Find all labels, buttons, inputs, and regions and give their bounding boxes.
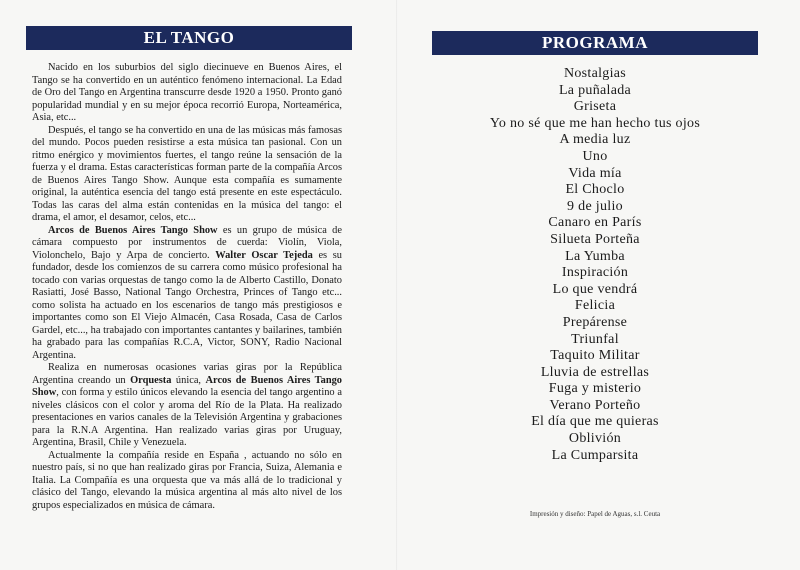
program-item: Oblivión	[568, 431, 622, 447]
paragraph-text: es su fundador, desde los comienzos de su carrera como músico profesional ha tocado con varias orquestas de tango como la de Alberto Castillo, Donato Rasiatti, José Basso, National Tango Orchestra, Princes of Tango etc... como solista ha actuado en los escenarios de tango más prestigiosos e importantes como son El Viejo Almacén, Casa Rosada, Casa de Carlos Gardel, etc..., ha trabajado con importantes cantantes y bailarines, también ha grabado para las compañías R.C.A, Victor, SONY, Radio Nacional Argentina.	[32, 249, 342, 361]
program-item: La puñalada	[558, 82, 632, 98]
paragraph-text: Realiza en numerosas ocasiones varias giras por la República Argentina creando un	[32, 362, 342, 386]
tango-description-text	[32, 62, 342, 512]
program-item: Felicia	[574, 298, 616, 314]
paragraph	[32, 225, 342, 363]
program-item: Lo que vendrá	[552, 281, 638, 297]
program-item: El Choclo	[565, 182, 625, 198]
paragraph-text: única,	[171, 374, 206, 386]
program-item: Yo no sé que me han hecho tus ojos	[489, 115, 701, 131]
bold-name-text: Walter Oscar Tejeda	[215, 249, 313, 261]
program-item: Taquito Militar	[550, 348, 640, 364]
left-page	[0, 0, 396, 570]
program-item: Vida mía	[568, 165, 622, 181]
program-title-banner: PROGRAMA	[432, 31, 758, 55]
paragraph-text: Después, el tango se ha convertido en una de las músicas más famosas del mundo. Pocos pueden resistirse a esta música tan pasional. Con un ritmo enérgico y movimientos fuertes, el tango reúne la sensación de la fuerza y el drama. Estas características forman parte de la compañía Arcos de Buenos Aires Tango Show. Aunque esta compañía es sumamente original, la auténtica esencia del tango está presente en este espectáculo. Todas las caras del alma están contenidas en la música del tango: el drama, el amor, el desamor, celos, etc...	[32, 124, 342, 223]
print-credit: Impresión y diseño: Papel de Aguas, s.l. Ceuta	[529, 510, 661, 518]
program-item: 9 de julio	[567, 198, 623, 214]
paragraph-text: Actualmente la compañía reside en España , actuando no sólo en nuestro país, si no que han realizado giras por Francia, Suiza, Alemania e Italia. La Compañía es una orquesta que va más allá de lo tradicional y clásico del Tango, elevando la música argentina al más alto nivel de los grupos especializados en música de cámara.	[32, 449, 342, 511]
program-item: Nostalgias	[563, 66, 627, 81]
paragraph-text: es un grupo de música de cámara compuesto por instrumentos de cuerda: Violín, Viola, Violonchelo, Bajo y Arpa de concierto.	[32, 224, 342, 261]
program-item: Inspiración	[561, 265, 629, 281]
program-item: A media luz	[559, 132, 631, 148]
program-item: Silueta Porteña	[550, 231, 640, 247]
bold-name-text: Orquesta	[130, 374, 172, 386]
paragraph	[32, 125, 342, 225]
paragraph	[32, 62, 342, 125]
paragraph-text: , con forma y estilo únicos elevando la esencia del tango argentino a niveles clásicos con el color y aroma del Río de la Plata. Ha realizado presentaciones en varios canales de la Televisión Argentina y grabaciones para la R.N.A Argentina. Han realizado varias giras por Uruguay, Argentina, Brasil, Chile y Venezuela.	[32, 387, 342, 448]
program-item: El día que me quieras	[531, 414, 659, 430]
program-item: Verano Porteño	[549, 397, 641, 413]
program-item: Griseta	[573, 99, 617, 115]
right-page	[398, 0, 800, 570]
section-title-banner: EL TANGO	[26, 26, 352, 50]
paragraph	[32, 450, 342, 513]
paragraph-text: Nacido en los suburbios del siglo diecinueve en Buenos Aires, el Tango se ha convertido en un auténtico fenómeno internacional. La Edad de Oro del Tango en Argentina transcurre desde 1920 a 1950. Pronto ganó popularidad mundial y en su mejor época recorrió Europa, Norteamérica, Asia, etc...	[32, 62, 342, 123]
program-item: La Yumba	[565, 248, 625, 264]
program-item: Lluvia de estrellas	[540, 364, 650, 380]
program-item: Prepárense	[562, 314, 628, 330]
bold-name-text: Arcos de Buenos Aires Tango Show	[32, 374, 342, 398]
program-item: La Cumparsita	[551, 447, 639, 463]
program-item: Fuga y misterio	[548, 381, 642, 397]
bold-name-text: Arcos de Buenos Aires Tango Show	[48, 224, 218, 236]
program-item: Uno	[582, 148, 608, 164]
paragraph	[32, 362, 342, 450]
program-item: Canaro en París	[548, 215, 642, 231]
program-list	[432, 66, 758, 464]
program-item: Triunfal	[571, 331, 619, 347]
